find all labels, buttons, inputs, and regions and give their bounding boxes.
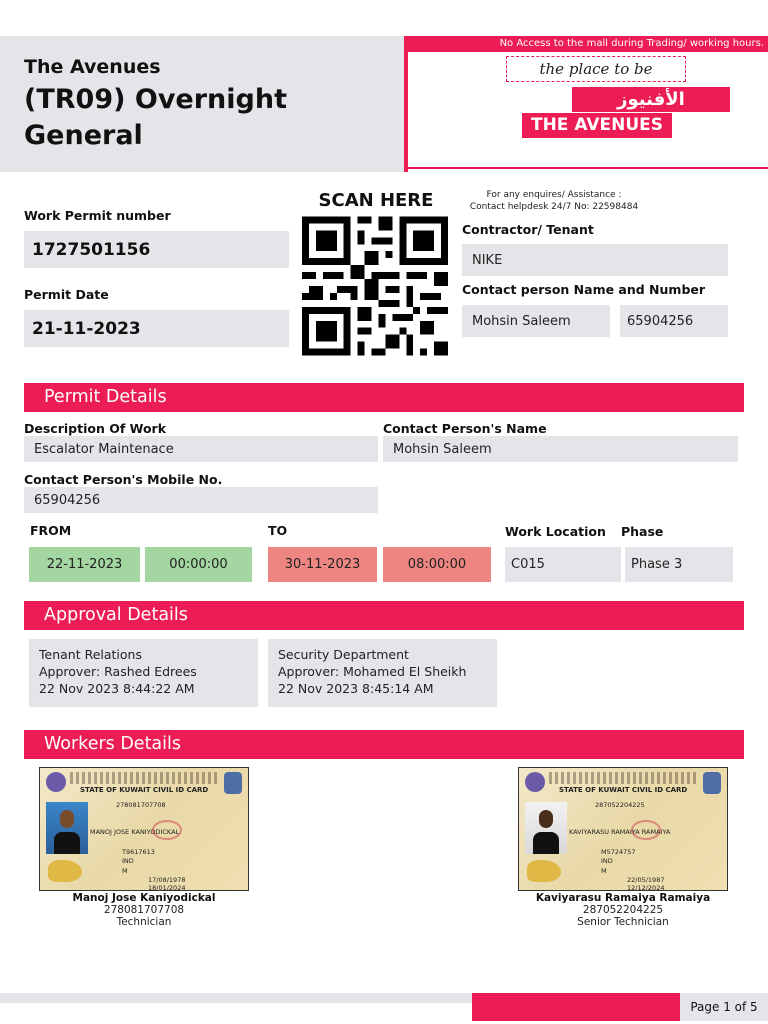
contractor-value: NIKE [462,244,728,276]
contractor-label: Contractor/ Tenant [462,222,594,237]
mall-name: The Avenues [24,56,161,78]
civil-id-card-image[interactable] [39,767,249,891]
approval-approver: Approver: Rashed Edrees [39,664,197,679]
approval-timestamp: 22 Nov 2023 8:45:14 AM [278,681,434,696]
body-shape [54,832,80,854]
approval-department: Tenant Relations [39,647,142,662]
contact-name-label: Contact Person's Name [383,421,547,436]
qr-code[interactable] [302,216,448,356]
from-date-value: 22-11-2023 [29,547,140,582]
card-birth-date: 17/08/1978 [148,876,186,884]
helpdesk-line: Contact helpdesk 24/7 No: 22598484 [469,202,639,212]
approval-details-header: Approval Details [24,601,744,630]
permit-date-label: Permit Date [24,287,109,302]
workers-details-header: Workers Details [24,730,744,759]
worker-photo [46,802,88,854]
permit-number-value: 1727501156 [24,231,289,268]
card-birth-date: 22/05/1987 [627,876,665,884]
enquiry-info [462,189,646,213]
permit-date-value: 21-11-2023 [24,310,289,347]
kuwait-emblem-icon [46,772,66,792]
worker-name: Kaviyarasu Ramaiya Ramaiya [535,892,711,904]
worker-role: Technician [116,916,172,928]
page-number: Page 1 of 5 [680,993,768,1021]
contact-person-name: Mohsin Saleem [462,305,610,337]
arabic-header-band [70,772,220,784]
worker-role: Senior Technician [577,916,669,928]
card-nationality: IND [122,857,134,865]
kuwait-crest-icon [224,772,242,794]
card-passport: M5724757 [601,848,636,856]
phase-label: Phase [621,524,664,539]
card-expiry-date: 18/01/2024 [148,884,186,891]
logo-tagline: the place to be [506,56,686,82]
contact-person-label: Contact person Name and Number [462,282,706,297]
worker-caption [24,892,264,928]
approval-department: Security Department [278,647,409,662]
civil-id-card-image[interactable] [518,767,728,891]
permit-type-title: (TR09) Overnight General [24,84,287,151]
worker-name: Manoj Jose Kaniyodickal [72,892,216,904]
kuwait-map-shape [527,860,561,882]
face-shape [60,810,74,828]
kuwait-map-shape [48,860,82,882]
approval-card-security [268,639,497,707]
header-divider [404,36,408,172]
to-time-value: 08:00:00 [383,547,491,582]
card-header: STATE OF KUWAIT CIVIL ID CARD [80,786,209,794]
approval-timestamp: 22 Nov 2023 8:44:22 AM [39,681,195,696]
approval-card-tenant-relations [29,639,258,707]
permit-number-label: Work Permit number [24,208,171,223]
logo-name: THE AVENUES [522,113,672,138]
footer-accent [472,993,680,1021]
card-sex: M [601,867,607,875]
description-label: Description Of Work [24,421,167,436]
work-location-label: Work Location [505,524,606,539]
header-underline [404,167,768,169]
card-passport: T9617613 [122,848,155,856]
logo-arabic: الأفنيوز [572,87,730,112]
card-civil-id: 287052204225 [595,801,645,809]
contact-person-number: 65904256 [620,305,728,337]
scan-here-label: SCAN HERE [318,190,434,211]
mobile-value: 65904256 [24,487,378,513]
body-shape [533,832,559,854]
card-name: MANOJ JOSE KANIYODICKAL [90,828,180,836]
worker-civil-id: 287052204225 [582,904,664,916]
card-name: KAVIYARASU RAMAIYA RAMAIYA [569,828,671,836]
from-label: FROM [30,523,72,538]
to-date-value: 30-11-2023 [268,547,377,582]
work-location-value: C015 [505,547,621,582]
worker-photo [525,802,567,854]
contact-name-value: Mohsin Saleem [383,436,738,462]
phase-value: Phase 3 [625,547,733,582]
kuwait-crest-icon [703,772,721,794]
enquiry-line1: For any enquires/ Assistance : [486,190,622,200]
card-header: STATE OF KUWAIT CIVIL ID CARD [559,786,688,794]
permit-details-header: Permit Details [24,383,744,412]
worker-civil-id: 278081707708 [103,904,185,916]
to-label: TO [268,523,288,538]
card-civil-id: 278081707708 [116,801,166,809]
arabic-header-band [549,772,699,784]
card-expiry-date: 12/12/2024 [627,884,665,891]
mobile-label: Contact Person's Mobile No. [24,472,223,487]
access-notice: No Access to the mall during Trading/ working hours. [499,38,764,49]
approval-approver: Approver: Mohamed El Sheikh [278,664,467,679]
from-time-value: 00:00:00 [145,547,252,582]
worker-caption [503,892,743,928]
kuwait-emblem-icon [525,772,545,792]
card-nationality: IND [601,857,613,865]
description-value: Escalator Maintenace [24,436,378,462]
face-shape [539,810,553,828]
card-sex: M [122,867,128,875]
